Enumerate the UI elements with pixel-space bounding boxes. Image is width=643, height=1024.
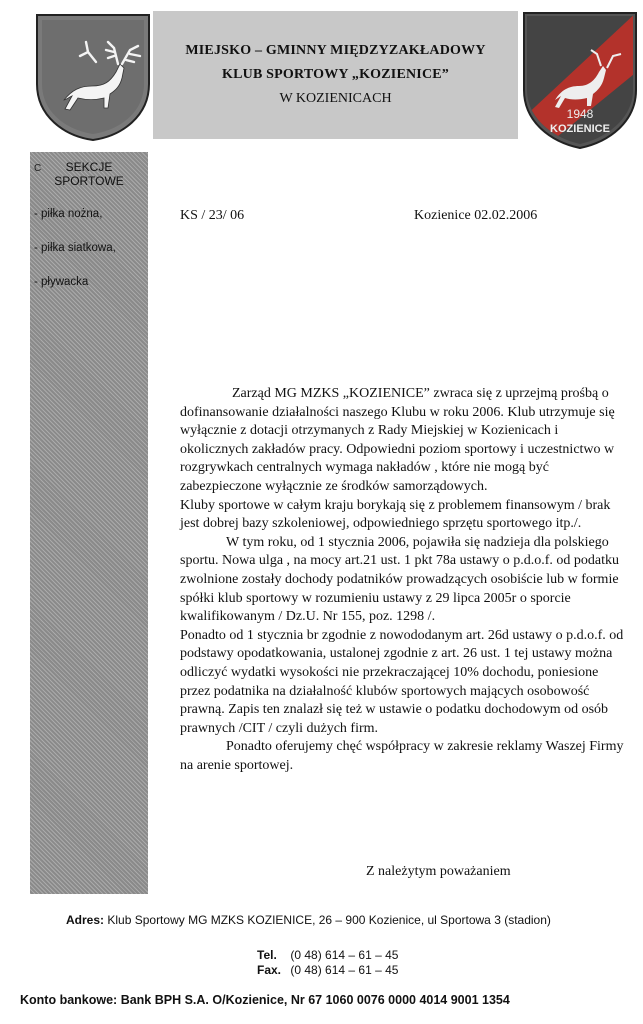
sidebar-corner-mark: C [34, 163, 42, 174]
header-line-1: MIEJSKO – GMINNY MIĘDZYZAKŁADOWY [185, 43, 486, 58]
sidebar-item-football: - piłka nożna, [34, 208, 103, 220]
badge-name: KOZIENICE [550, 123, 610, 135]
paragraph-5: Ponadto oferujemy chęć współpracy w zakresie reklamy Waszej Firmy na arenie sportowej. [180, 739, 624, 773]
phone-label: Tel. [257, 948, 277, 962]
fax-label: Fax. [257, 963, 282, 977]
club-header [153, 11, 518, 139]
bank-account: Konto bankowe: Bank BPH S.A. O/Kozienice, Nr 67 1060 0076 0000 4014 9001 1354 [20, 993, 510, 1007]
club-badge-logo [521, 10, 639, 150]
sidebar-title-line-2: SPORTOWE [54, 174, 124, 188]
sports-sections-sidebar [30, 152, 148, 894]
paragraph-4: Ponadto od 1 stycznia br zgodnie z nowododanym art. 26d ustawy o p.d.o.f. od podstawy opodatkowania, ustalonej zgodnie z art. 26 ust. 1 tej ustawy można odliczyć wydatki wysokości nie przekraczającej 10% dochodu, poniesione przez podatnika na działalność klubów sportowych mających osobowość prawną. Zapis ten znalazł się też w ustawie o podatku dochodowym od osób prawnych /CIT / czyli dużych firm. [180, 627, 624, 736]
badge-year: 1948 [566, 107, 594, 121]
header-line-2: KLUB SPORTOWY „KOZIENICE” [222, 67, 449, 82]
fax-value: (0 48) 614 – 61 – 45 [290, 963, 399, 977]
reference-number: KS / 23/ 06 [180, 208, 245, 223]
paragraph-2: Kluby sportowe w całym kraju borykają się z problemem finansowym / brak jest dobrej bazy szkoleniowej, odpowiedniego sprzętu sportowego itp./. [180, 497, 611, 532]
sidebar-item-swimming: - pływacka [34, 276, 89, 288]
phone-value: (0 48) 614 – 61 – 45 [290, 948, 399, 962]
letter-body [180, 385, 630, 775]
sidebar-title-line-1: SEKCJE [65, 160, 113, 174]
paragraph-3: W tym roku, od 1 stycznia 2006, pojawiła się nadzieja dla polskiego sportu. Nowa ulga , na mocy art.21 ust. 1 pkt 78a ustawy o p.d.o.f. od podatku zwolnione zostały dochody podatników prowadzących osobiście lub w formie spółki klub sportowy w rozumieniu ustawy z 29 lipca 2005r o sporcie kwalifikowanym / Dz.U. Nr 155, poz. 1298 /. [180, 534, 619, 625]
sidebar-title [30, 160, 148, 188]
sidebar-item-volleyball: - piłka siatkowa, [34, 242, 116, 254]
paragraph-1: Zarząd MG MZKS „KOZIENICE” zwraca się z uprzejmą prośbą o dofinansowanie działalności naszego Klubu w roku 2006. Klub utrzymuje się wyłącznie z dotacji otrzymanych z Rady Miejskiej w Kozienicach i okolicznych zakładów pracy. Odpowiedni poziom sportowy i uczestnictwo w rozgrywkach centralnych wymaga nakładów , które nie mogą być zabezpieczone wyłącznie ze środków samorządowych. [180, 386, 615, 494]
coat-of-arms-shield [34, 12, 152, 142]
header-line-3: W KOZIENICACH [279, 91, 392, 106]
address-label: Adres: [66, 913, 105, 927]
footer-phone [257, 948, 398, 962]
address-value: Klub Sportowy MG MZKS KOZIENICE, 26 – 900 Kozienice, ul Sportowa 3 (stadion) [107, 913, 551, 927]
letter-date: Kozienice 02.02.2006 [414, 208, 538, 223]
closing-salutation: Z należytym poważaniem [366, 864, 511, 879]
footer-address [66, 913, 551, 927]
footer-fax [257, 963, 398, 977]
